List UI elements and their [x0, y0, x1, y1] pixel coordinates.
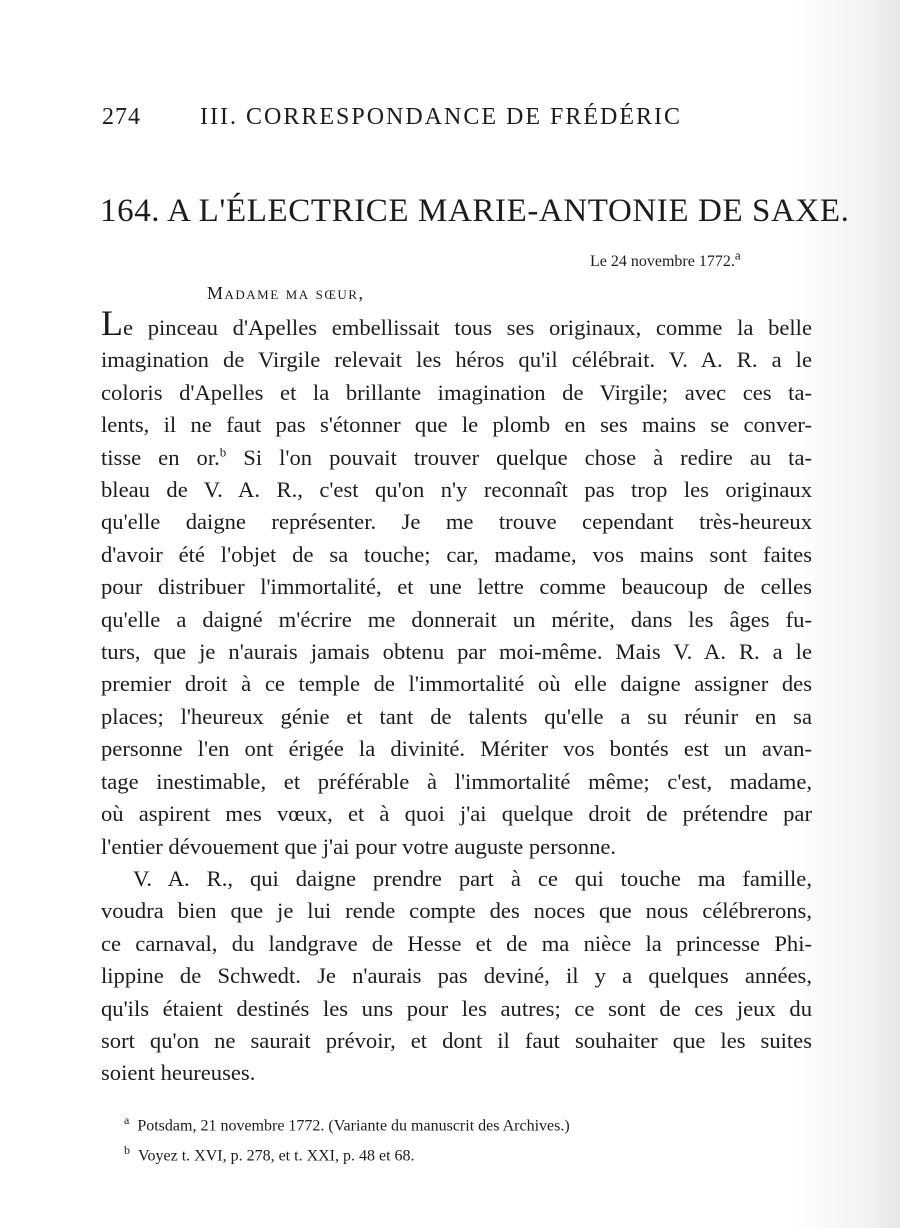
- footnote-text: Voyez t. XVI, p. 278, et t. XXI, p. 48 et 68.: [138, 1147, 415, 1165]
- letter-body: [101, 303, 813, 1090]
- body-line: voudra bien que je lui rende compte des noces que nous célébrerons,: [101, 898, 812, 924]
- body-line: premier droit à ce temple de l'immortalité où elle daigne assigner des: [101, 671, 812, 697]
- body-line: tage inestimable, et préférable à l'immortalité même; c'est, madame,: [101, 768, 812, 794]
- body-line: bleau de V. A. R., c'est qu'on n'y reconnaît pas trop les originaux: [101, 477, 812, 503]
- date-footnote-mark: a: [734, 247, 741, 263]
- body-line-text: tisse en or.: [101, 444, 220, 470]
- body-line: lippine de Schwedt. Je n'aurais pas deviné, il y a quelques années,: [101, 963, 812, 989]
- body-line-text: e pinceau d'Apelles embellissait tous ses originaux, comme la belle: [123, 315, 812, 340]
- body-line: V. A. R., qui daigne prendre part à ce qui touche ma famille,: [133, 865, 812, 891]
- footnote-mark-b: b: [219, 444, 227, 460]
- body-line: [101, 442, 812, 474]
- letter-date: [590, 247, 741, 271]
- body-line: où aspirent mes vœux, et à quoi j'ai quelque droit de prétendre par: [101, 801, 812, 827]
- body-line: turs, que je n'aurais jamais obtenu par moi-même. Mais V. A. R. a le: [101, 639, 812, 665]
- body-line: qu'ils étaient destinés les uns pour les autres; ce sont de ces jeux du: [101, 995, 812, 1021]
- footnote-marker: a: [124, 1113, 130, 1127]
- body-line-text: Si l'on pouvait trouver quelque chose à redire au ta-: [226, 444, 813, 470]
- body-line: l'entier dévouement que j'ai pour votre auguste personne.: [101, 833, 617, 859]
- body-line: [101, 303, 812, 344]
- body-line: soient heureuses.: [101, 1060, 256, 1086]
- footnotes: [124, 1108, 570, 1169]
- paragraph-2: [101, 863, 812, 1090]
- letter-date-text: Le 24 novembre 1772.: [590, 253, 735, 270]
- body-line: ce carnaval, du landgrave de Hesse et de ma nièce la princesse Phi-: [101, 930, 812, 956]
- body-line: d'avoir été l'objet de sa touche; car, madame, vos mains sont faites: [101, 541, 812, 567]
- page-number: 274: [102, 104, 141, 130]
- body-line: pour distribuer l'immortalité, et une lettre comme beaucoup de celles: [101, 574, 812, 600]
- body-line: imagination de Virgile relevait les héros qu'il célébrait. V. A. R. a le: [101, 347, 812, 373]
- footnote-b: [124, 1138, 570, 1168]
- body-line: places; l'heureux génie et tant de talents qu'elle a su réunir en sa: [101, 703, 812, 729]
- drop-cap: L: [101, 303, 123, 343]
- footnote-a: [124, 1108, 570, 1138]
- body-line: lents, il ne faut pas s'étonner que le plomb en ses mains se conver-: [101, 412, 812, 438]
- running-head: [102, 104, 682, 131]
- body-line: coloris d'Apelles et la brillante imagination de Virgile; avec ces ta-: [101, 379, 812, 405]
- salutation: Madame ma sœur,: [207, 283, 365, 303]
- footnote-text: Potsdam, 21 novembre 1772. (Variante du manuscrit des Archives.): [137, 1117, 570, 1135]
- body-line: personne l'en ont érigée la divinité. Mériter vos bontés est un avan-: [101, 736, 812, 762]
- body-line: qu'elle daigne représenter. Je me trouve cependant très-heureux: [101, 509, 812, 535]
- letter-title: 164. A L'ÉLECTRICE MARIE-ANTONIE DE SAXE.: [100, 193, 850, 229]
- paragraph-1: [101, 303, 813, 863]
- running-head-title: III. CORRESPONDANCE DE FRÉDÉRIC: [200, 104, 683, 130]
- body-line: qu'elle a daigné m'écrire me donnerait un mérite, dans les âges fu-: [101, 606, 812, 632]
- footnote-marker: b: [124, 1143, 130, 1158]
- body-line: sort qu'on ne saurait prévoir, et dont il faut souhaiter que les suites: [101, 1027, 812, 1053]
